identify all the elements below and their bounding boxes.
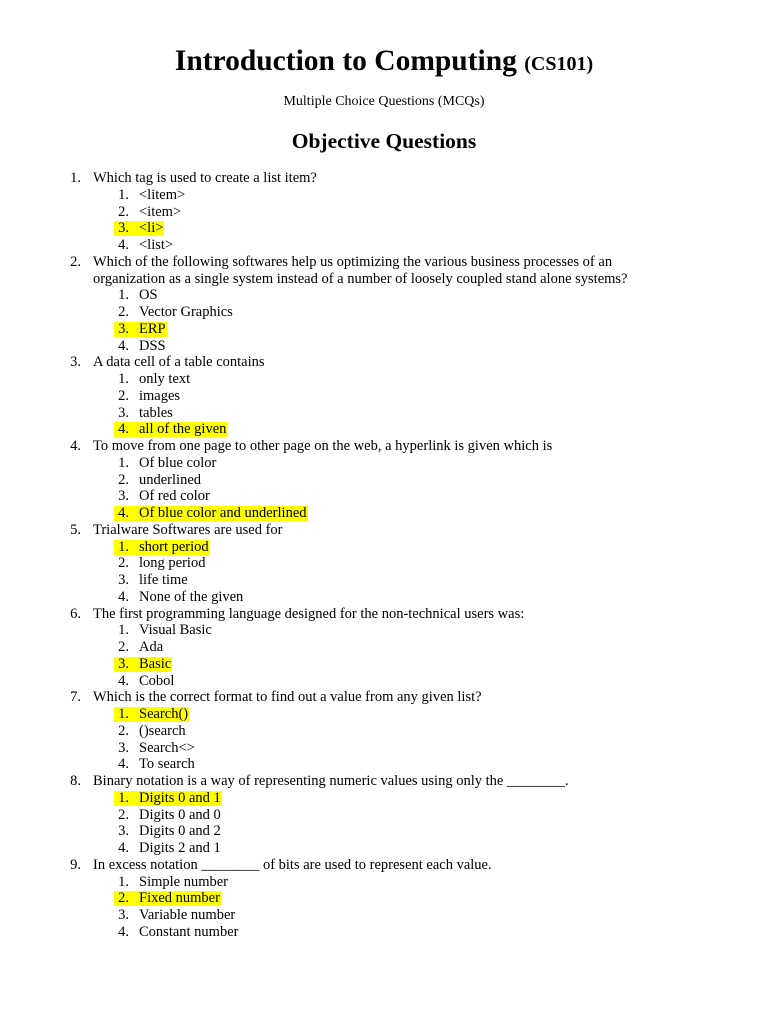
option-item xyxy=(0,589,768,606)
question-line-continued xyxy=(0,271,768,288)
option-text: short period xyxy=(139,538,209,555)
option-number: 4. xyxy=(118,923,129,940)
question-line xyxy=(0,170,768,187)
option-text: To search xyxy=(139,756,195,773)
option-number: 1. xyxy=(118,538,129,555)
option-item xyxy=(0,907,768,924)
option-text: <list> xyxy=(139,237,174,253)
option-text: Constant number xyxy=(139,923,239,940)
option-item xyxy=(0,338,768,355)
question-number: 4. xyxy=(70,438,81,454)
question-number: 6. xyxy=(70,605,81,622)
title-text: Introduction to Computing xyxy=(174,45,517,77)
option-item-answer xyxy=(0,706,768,723)
question-line xyxy=(0,689,768,706)
question-number: 7. xyxy=(70,689,81,706)
option-number: 1. xyxy=(118,371,129,387)
question-text: Which tag is used to create a list item? xyxy=(93,170,317,186)
option-item xyxy=(0,371,768,388)
option-number: 1. xyxy=(118,287,129,304)
option-item xyxy=(0,572,768,589)
question-line xyxy=(0,354,768,371)
section-heading: Objective Questions xyxy=(291,129,477,153)
question-text: Trialware Softwares are used for xyxy=(93,521,283,538)
option-text: Digits 2 and 1 xyxy=(139,840,221,856)
question-text: Which of the following softwares help us optimizing the various business processes of an xyxy=(93,253,613,270)
option-text: tables xyxy=(139,404,173,421)
option-number: 3. xyxy=(118,488,129,505)
option-item-answer xyxy=(0,790,768,807)
option-number: 1. xyxy=(118,873,129,890)
option-item xyxy=(0,740,768,757)
option-number: 3. xyxy=(118,739,129,756)
option-item xyxy=(0,455,768,472)
question-line xyxy=(0,438,768,455)
option-text: Visual Basic xyxy=(139,622,212,639)
option-number: 4. xyxy=(118,337,129,354)
option-item xyxy=(0,840,768,857)
option-item xyxy=(0,924,768,941)
question-list xyxy=(0,170,768,941)
option-number: 2. xyxy=(118,806,129,823)
option-item-answer xyxy=(0,890,768,907)
option-text: Fixed number xyxy=(139,890,220,907)
option-text: Variable number xyxy=(139,907,236,923)
option-number: 2. xyxy=(118,639,129,655)
option-item xyxy=(0,639,768,656)
option-item xyxy=(0,807,768,824)
option-text: <litem> xyxy=(139,186,186,203)
option-text: Vector Graphics xyxy=(139,304,233,320)
option-item xyxy=(0,204,768,221)
option-text: DSS xyxy=(139,337,166,354)
question-line xyxy=(0,606,768,623)
option-number: 1. xyxy=(118,186,129,203)
option-number: 2. xyxy=(118,555,129,572)
option-number: 3. xyxy=(118,823,129,840)
option-text: ERP xyxy=(139,320,166,337)
question-text: A data cell of a table contains xyxy=(93,354,265,371)
document-subtitle: Multiple Choice Questions (MCQs) xyxy=(283,94,485,109)
option-item xyxy=(0,723,768,740)
option-number: 4. xyxy=(118,237,129,253)
option-item-answer xyxy=(0,539,768,556)
question-text: Which is the correct format to find out a value from any given list? xyxy=(93,689,482,706)
option-text: images xyxy=(139,387,181,404)
question-text: organization as a single system instead of a number of loosely coupled stand alone systems? xyxy=(93,270,628,287)
question-text: The first programming language designed for the non-technical users was: xyxy=(93,605,525,622)
option-item xyxy=(0,405,768,422)
option-item xyxy=(0,304,768,321)
option-item-answer xyxy=(0,220,768,237)
option-text: ()search xyxy=(139,722,186,739)
option-number: 3. xyxy=(118,220,129,237)
question-line xyxy=(0,522,768,539)
option-text: <item> xyxy=(139,203,182,220)
option-text: long period xyxy=(139,555,206,572)
option-number: 3. xyxy=(118,320,129,337)
option-number: 2. xyxy=(118,722,129,739)
question-number: 5. xyxy=(70,521,81,538)
option-item xyxy=(0,823,768,840)
question-text: In excess notation ________ of bits are used to represent each value. xyxy=(93,856,492,873)
option-item xyxy=(0,388,768,405)
option-number: 2. xyxy=(118,890,129,907)
option-item xyxy=(0,187,768,204)
option-number: 4. xyxy=(118,672,129,689)
option-text: Digits 0 and 1 xyxy=(139,789,221,806)
option-number: 1. xyxy=(118,622,129,639)
option-text: Cobol xyxy=(139,672,175,689)
option-text: Basic xyxy=(139,655,172,672)
option-text: only text xyxy=(139,371,191,387)
question-text: To move from one page to other page on the web, a hyperlink is given which is xyxy=(93,438,553,454)
question-line xyxy=(0,773,768,790)
course-code: (CS101) xyxy=(524,53,594,75)
question-number: 2. xyxy=(70,253,81,270)
option-item-answer xyxy=(0,421,768,438)
option-text: Of red color xyxy=(139,488,210,505)
option-text: Search<> xyxy=(139,739,195,756)
option-text: Simple number xyxy=(139,873,229,890)
option-number: 4. xyxy=(118,756,129,773)
option-text: Ada xyxy=(139,639,164,655)
option-number: 4. xyxy=(118,588,129,605)
option-number: 1. xyxy=(118,789,129,806)
option-text: Of blue color and underlined xyxy=(139,505,307,521)
option-item xyxy=(0,488,768,505)
option-text: Digits 0 and 2 xyxy=(139,823,221,840)
option-text: Digits 0 and 0 xyxy=(139,806,221,823)
option-item xyxy=(0,622,768,639)
option-number: 3. xyxy=(118,907,129,923)
option-item-answer xyxy=(0,505,768,522)
option-number: 2. xyxy=(118,387,129,404)
option-number: 3. xyxy=(118,404,129,421)
option-number: 3. xyxy=(118,655,129,672)
option-number: 2. xyxy=(118,471,129,488)
option-text: all of the given xyxy=(139,421,227,438)
option-number: 1. xyxy=(118,706,129,722)
option-text: life time xyxy=(139,572,188,588)
option-item xyxy=(0,555,768,572)
question-number: 3. xyxy=(70,354,81,371)
option-text: OS xyxy=(139,287,158,304)
option-text: Of blue color xyxy=(139,454,217,471)
option-item xyxy=(0,287,768,304)
option-item xyxy=(0,756,768,773)
option-number: 4. xyxy=(118,840,129,856)
option-text: <li> xyxy=(139,220,164,237)
option-text: Search() xyxy=(139,706,189,722)
question-number: 9. xyxy=(70,856,81,873)
option-number: 2. xyxy=(118,203,129,220)
document-title xyxy=(0,41,768,84)
question-line xyxy=(0,857,768,874)
option-item xyxy=(0,237,768,254)
option-number: 1. xyxy=(118,454,129,471)
option-item-answer xyxy=(0,656,768,673)
option-number: 4. xyxy=(118,505,129,521)
option-number: 3. xyxy=(118,572,129,588)
option-item xyxy=(0,874,768,891)
option-text: None of the given xyxy=(139,588,244,605)
question-line xyxy=(0,254,768,271)
option-item xyxy=(0,673,768,690)
option-number: 2. xyxy=(118,304,129,320)
question-number: 8. xyxy=(70,773,81,789)
question-number: 1. xyxy=(70,170,81,186)
option-number: 4. xyxy=(118,421,129,438)
option-item-answer xyxy=(0,321,768,338)
option-item xyxy=(0,472,768,489)
question-text: Binary notation is a way of representing numeric values using only the ________. xyxy=(93,773,569,789)
option-text: underlined xyxy=(139,471,202,488)
